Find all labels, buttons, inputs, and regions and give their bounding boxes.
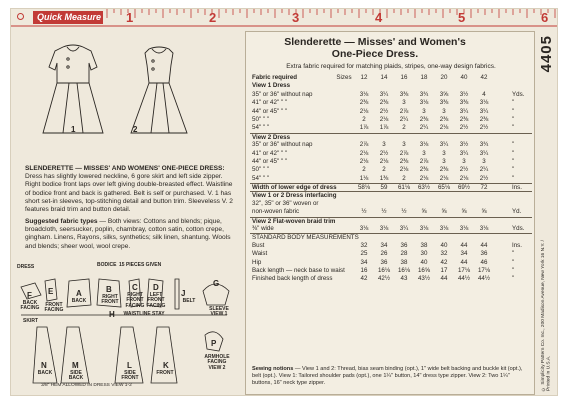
row-label: 35" or 36" without nap — [252, 141, 313, 149]
table-cell: 20 — [440, 74, 448, 81]
piece-label: WAISTLINE STAY — [123, 311, 165, 317]
unit-label: " — [512, 266, 515, 274]
row-label: 54" " " — [252, 124, 269, 132]
table-row — [250, 99, 532, 107]
table-cell: 2⅜ — [439, 166, 449, 174]
table-cell: 34 — [460, 250, 468, 258]
table-cell: 17 — [440, 266, 448, 274]
table-cell: 12 — [360, 74, 368, 81]
table-cell: 3¼ — [379, 90, 389, 98]
table-cell: 2⅜ — [419, 115, 429, 123]
ruler-number: 5 — [458, 10, 466, 25]
ruler-number: 4 — [375, 10, 383, 25]
table-cell: 44½ — [477, 275, 491, 283]
row-label: STANDARD BODY MEASUREMENTS — [252, 234, 359, 242]
table-cell: 2⅞ — [419, 157, 429, 165]
piece-letter: M — [72, 361, 79, 370]
piece-label: BACK — [37, 370, 53, 376]
piece-label: FRONT FACING — [44, 302, 64, 314]
table-cell: 40 — [460, 74, 468, 81]
table-cell: 2⅜ — [439, 115, 449, 123]
table-row — [250, 158, 532, 166]
piece-label: BELT — [182, 298, 196, 304]
piece-label: SIDE BACK — [68, 370, 84, 382]
table-cell: 2½ — [479, 124, 489, 132]
table-cell: 2⅛ — [359, 149, 369, 157]
table-cell: 46 — [480, 258, 488, 266]
table-row — [250, 150, 532, 158]
table-cell: 2⅛ — [439, 174, 449, 182]
ruler-number: 3 — [292, 10, 300, 25]
view1-neckline — [67, 47, 79, 51]
left-panel — [11, 29, 243, 396]
table-cell: 2⅛ — [459, 174, 469, 182]
table-cell: 3 — [442, 107, 446, 115]
view2-dress-outline — [131, 47, 187, 133]
table-cell: 43½ — [417, 275, 431, 283]
table-cell: 3 — [442, 149, 446, 157]
piece-label: LEFT FRONT FACING — [146, 292, 166, 309]
table-cell: 65⅛ — [437, 184, 451, 192]
table-cell: 36 — [480, 250, 488, 258]
table-row — [250, 124, 532, 132]
table-cell: 44½ — [457, 275, 471, 283]
unit-label: Yds. — [512, 225, 525, 233]
piece-letter: A — [76, 289, 82, 298]
unit-label: " — [512, 149, 515, 157]
table-row — [250, 175, 532, 183]
extra-fabric-note: Extra fabric required for matching plaids, stripes, one-way design fabrics. — [286, 63, 496, 70]
row-label: Hip — [252, 258, 262, 266]
table-cell: 3 — [422, 107, 426, 115]
table-row — [250, 166, 532, 174]
table-cell: 16 — [360, 266, 368, 274]
row-label: Width of lower edge of dress — [252, 184, 337, 192]
table-cell: 72 — [480, 184, 488, 192]
table-cell: 40 — [420, 258, 428, 266]
table-cell: 2⅞ — [359, 141, 369, 149]
view2-neckline — [152, 49, 166, 53]
table-cell: 2⅛ — [379, 115, 389, 123]
table-cell: 2 — [382, 166, 386, 174]
table-cell: 3¼ — [399, 225, 409, 233]
panel-title-line: One-Piece Dress. — [331, 48, 419, 60]
piece-letter: D — [153, 283, 159, 292]
table-cell: 3 — [482, 157, 486, 165]
table-row — [250, 200, 532, 208]
table-cell: 2⅛ — [359, 157, 369, 165]
dress-views-illustration — [11, 37, 243, 157]
row-label: View 2 Dress — [252, 133, 291, 141]
table-cell: 3⅛ — [379, 225, 389, 233]
table-cell: 3¾ — [419, 90, 429, 98]
figure-number: 1 — [71, 125, 76, 134]
table-cell: 18 — [420, 74, 428, 81]
piece-label: RIGHT FRONT FACING — [125, 292, 145, 309]
ruler-number: 6 — [541, 10, 549, 25]
table-cell: 59 — [380, 184, 388, 192]
table-cell: 3⅛ — [359, 225, 369, 233]
table-cell: 3¼ — [479, 149, 489, 157]
table-cell: 2⅛ — [399, 166, 409, 174]
panel-title — [260, 36, 490, 60]
row-label: View 1 Dress — [252, 82, 291, 90]
table-cell: ½ — [381, 208, 387, 216]
row-label: 50" " " — [252, 115, 269, 123]
unit-label: " — [512, 174, 515, 182]
sewing-notions-text: — View 1 and 2: Thread, bias seam binding (opt.), 1" wide belt backing and buckle kit (opt.), belt (opt.). View 1: Tailored shoulder pads (opt.), one 1¼" button, 14" dress type zipper. View 2: Two 1¼" buttons, 16" neck type zipper. — [252, 366, 523, 386]
pattern-number: 4405 — [538, 35, 555, 73]
table-cell: ½ — [361, 208, 367, 216]
table-cell: 38 — [420, 241, 428, 249]
ruler-dot-icon — [17, 13, 24, 20]
table-cell: 44 — [480, 241, 488, 249]
table-cell: 3¼ — [479, 107, 489, 115]
table-cell: 3⅛ — [419, 225, 429, 233]
table-cell: 3½ — [459, 90, 469, 98]
piece-letter: P — [211, 339, 217, 348]
table-cell: 42 — [480, 74, 488, 81]
table-cell: 2⅜ — [359, 99, 369, 107]
table-cell: 26 — [380, 250, 388, 258]
piece-label: SIDE FRONT — [121, 370, 139, 382]
piece-label: BACK — [71, 298, 87, 304]
table-cell: 2 — [362, 166, 366, 174]
table-cell: 1⅛ — [359, 174, 369, 182]
table-row — [250, 250, 532, 258]
table-cell: 40 — [440, 241, 448, 249]
side-strip — [535, 31, 558, 395]
table-cell: 3 — [462, 157, 466, 165]
table-cell: 32 — [440, 250, 448, 258]
piece-letter: H — [109, 310, 115, 319]
table-cell: 3 — [402, 141, 406, 149]
table-row — [250, 116, 532, 124]
table-cell: 63½ — [417, 184, 431, 192]
table-cell: 38 — [400, 258, 408, 266]
table-cell: 14 — [380, 74, 388, 81]
table-cell: 3⅜ — [399, 90, 409, 98]
ruler-number: 1 — [126, 10, 134, 25]
table-cell: 3⅛ — [479, 99, 489, 107]
table-cell: 3 — [422, 149, 426, 157]
view1-dress-outline — [43, 45, 103, 133]
table-cell: 42 — [360, 275, 368, 283]
table-cell: 2¼ — [479, 166, 489, 174]
table-cell: 1⅞ — [379, 124, 389, 132]
ruler-number: 2 — [209, 10, 217, 25]
pieces-given: 15 PIECES GIVEN — [119, 262, 162, 268]
table-cell: 61⅛ — [397, 184, 411, 192]
table-cell: 28 — [400, 250, 408, 258]
sewing-notions — [252, 366, 528, 387]
row-label: 44" or 45" " " — [252, 157, 287, 165]
table-row — [250, 191, 532, 199]
table-cell: 1⅜ — [379, 174, 389, 182]
row-label: Back length — neck base to waist — [252, 266, 345, 274]
piece-label: SLEEVE VIEW 1 — [209, 306, 229, 318]
hem-allowance-note: 3/8" HEM ALLOWED IN DRESS VIEW 1-2 — [41, 383, 132, 388]
row-label: Finished back length of dress — [252, 275, 333, 283]
row-label: 44" or 45" " " — [252, 107, 287, 115]
table-cell: 36 — [400, 241, 408, 249]
table-row — [250, 225, 532, 233]
fabrics-label: Suggested fabric types — [25, 218, 98, 225]
table-cell: 44 — [460, 241, 468, 249]
table-cell: 2⅜ — [459, 115, 469, 123]
piece-letter: L — [127, 361, 132, 370]
table-cell: 42½ — [377, 275, 391, 283]
table-row — [250, 74, 532, 82]
table-row — [250, 259, 532, 267]
table-cell: Sizes — [336, 74, 352, 81]
table-cell: 36 — [380, 258, 388, 266]
table-row — [250, 275, 532, 283]
table-cell: 2⅞ — [399, 107, 409, 115]
suggested-fabrics — [25, 218, 237, 251]
dress-heading: DRESS — [17, 264, 35, 270]
piece-letter: K — [163, 361, 169, 370]
table-cell: 16⅝ — [417, 266, 431, 274]
piece-label: RIGHT FRONT — [101, 294, 119, 306]
unit-label: " — [512, 141, 515, 149]
table-cell: 2⅜ — [379, 99, 389, 107]
row-label: 54" " " — [252, 174, 269, 182]
fabric-requirements-panel — [245, 31, 535, 395]
unit-label: " — [512, 99, 515, 107]
table-cell: 17⅛ — [457, 266, 471, 274]
row-label: View 2 Flat-woven braid trim — [252, 217, 336, 225]
row-label: Bust — [252, 241, 265, 249]
table-cell: 34 — [380, 241, 388, 249]
unit-label: Yds. — [512, 90, 525, 98]
table-cell: 43 — [400, 275, 408, 283]
table-cell: 3⅛ — [479, 225, 489, 233]
table-cell: 32 — [360, 241, 368, 249]
table-row — [250, 233, 532, 241]
unit-label: " — [512, 124, 515, 132]
piece-letter: G — [213, 279, 220, 288]
publisher-credit: © Simplicity Pattern Co. Inc., 200 Madison Avenue, New York 16 N.Y. / Printed in U.S.A. — [541, 240, 552, 391]
table-row — [250, 183, 532, 191]
table-cell: 3 — [382, 141, 386, 149]
piece-label: BACK FACING — [20, 300, 40, 312]
piece-label: ARMHOLE FACING VIEW 2 — [204, 354, 230, 371]
table-cell: ⅝ — [441, 208, 447, 216]
table-cell: 4 — [482, 90, 486, 98]
table-row — [250, 267, 532, 275]
table-cell: 2½ — [379, 107, 389, 115]
table-cell: 2⅛ — [419, 174, 429, 182]
table-cell: 44 — [460, 258, 468, 266]
table-cell: 3½ — [459, 141, 469, 149]
piece-letter: E — [48, 287, 54, 296]
fabric-requirements-table — [250, 74, 532, 284]
table-cell: 17⅛ — [477, 266, 491, 274]
table-cell: ⅝ — [421, 208, 427, 216]
table-row — [250, 133, 532, 141]
table-cell: 2¼ — [419, 124, 429, 132]
table-cell: 2½ — [459, 124, 469, 132]
table-cell: 3¼ — [459, 149, 469, 157]
unit-label: " — [512, 115, 515, 123]
table-cell: 2½ — [479, 174, 489, 182]
unit-label: " — [512, 250, 515, 258]
table-cell: ⅝ — [481, 208, 487, 216]
table-cell: 2 — [362, 115, 366, 123]
figure-number: 2 — [133, 125, 138, 134]
table-cell: 16⅛ — [397, 266, 411, 274]
unit-label: " — [512, 258, 515, 266]
row-label: Waist — [252, 250, 268, 258]
table-cell: 3⅛ — [439, 225, 449, 233]
table-row — [250, 217, 532, 225]
table-row — [250, 108, 532, 116]
row-label: 41" or 42" " " — [252, 149, 287, 157]
description-body: Dress has slightly lowered neckline, 6 gore skirt and left side zipper. Right bodice front laps over left giving double-breasted effect. Waistline of bodice front and back is gathered. Belt is self or purchased. V. 1 has short set-in sleeves, top-stitching detail and button trim. Sleeveless V. 2 features braid trim and button detail. — [25, 173, 233, 214]
table-cell: 2⅛ — [359, 107, 369, 115]
description-title: SLENDERETTE — MISSES' AND WOMENS' ONE-PIECE DRESS: — [25, 165, 225, 172]
fabrics-text: — Both views: Cottons and blends; pique, broadcloth, seersucker, poplin, chambray, cotton satin, cotton crepe, gingham. Linens, Rayons, silks, synthetics; silk linen, shantung. Wools and blends; sheer wool, wool crepe. — [25, 218, 231, 250]
table-cell: ½ — [401, 208, 407, 216]
pattern-envelope-back — [10, 8, 558, 396]
table-cell: 16⅛ — [377, 266, 391, 274]
row-label: 35" or 36" without nap — [252, 90, 313, 98]
row-label: View 1 or 2 Dress interfacing — [252, 192, 337, 200]
table-cell: 2¼ — [399, 115, 409, 123]
table-cell: 3 — [402, 99, 406, 107]
table-cell: 2½ — [459, 166, 469, 174]
piece-letter: N — [41, 361, 47, 370]
row-label: 50" " " — [252, 166, 269, 174]
table-cell: 30 — [420, 250, 428, 258]
row-label: 41" or 42" " " — [252, 99, 287, 107]
row-label: Fabric required — [252, 74, 298, 81]
table-cell: 2⅜ — [419, 166, 429, 174]
table-cell: 3¼ — [459, 107, 469, 115]
table-cell: 2½ — [379, 149, 389, 157]
belt-piece — [175, 279, 179, 309]
table-cell: 2⅛ — [439, 124, 449, 132]
table-row — [250, 82, 532, 90]
unit-label: " — [512, 166, 515, 174]
row-label: ⅜" wide — [252, 225, 274, 233]
table-cell: 34 — [360, 258, 368, 266]
table-cell: 44 — [440, 275, 448, 283]
table-cell: 3¼ — [439, 141, 449, 149]
table-cell: 3⅛ — [359, 90, 369, 98]
table-cell: 25 — [360, 250, 368, 258]
unit-label: Ins. — [512, 184, 522, 192]
table-cell: 2 — [402, 174, 406, 182]
table-cell: 58⅛ — [357, 184, 371, 192]
table-row — [250, 242, 532, 250]
table-row — [250, 91, 532, 99]
table-cell: 42 — [440, 258, 448, 266]
table-cell: 69½ — [457, 184, 471, 192]
piece-label: FRONT — [156, 370, 174, 376]
row-label: 32", 35" or 36" woven or — [252, 199, 319, 207]
table-cell: 3 — [442, 157, 446, 165]
unit-label: " — [512, 157, 515, 165]
table-cell: 3⅝ — [439, 90, 449, 98]
piece-letter: B — [106, 285, 112, 294]
table-cell: 2 — [402, 124, 406, 132]
quick-measure-ruler — [11, 9, 558, 29]
piece-letter: C — [132, 283, 138, 292]
table-cell: 2⅜ — [479, 115, 489, 123]
unit-label: " — [512, 107, 515, 115]
piece-letter: F — [27, 291, 32, 300]
pattern-pieces-diagram — [17, 262, 239, 395]
ruler-label: Quick Measure — [37, 12, 102, 22]
bodice-heading: BODICE — [97, 262, 117, 268]
table-row — [250, 141, 532, 149]
view2-skirt-gore — [151, 83, 169, 133]
table-cell: 3⅛ — [459, 225, 469, 233]
table-row — [250, 208, 532, 216]
table-cell: 16 — [400, 74, 408, 81]
table-cell: 1⅞ — [359, 124, 369, 132]
table-cell: 2⅛ — [379, 157, 389, 165]
table-cell: 3⅜ — [459, 99, 469, 107]
unit-label: Yd. — [512, 208, 522, 216]
pattern-description — [25, 165, 237, 214]
table-cell: 3⅜ — [439, 99, 449, 107]
sewing-notions-label: Sewing notions — [252, 366, 294, 372]
skirt-heading: SKIRT — [23, 318, 38, 324]
unit-label: Ins. — [512, 241, 522, 249]
table-cell: 3⅛ — [419, 141, 429, 149]
table-cell: 3⅛ — [419, 99, 429, 107]
table-cell: ⅝ — [461, 208, 467, 216]
piece-letter: J — [181, 289, 186, 298]
table-cell: 2⅜ — [399, 157, 409, 165]
table-cell: 3¾ — [479, 141, 489, 149]
unit-label: " — [512, 275, 515, 283]
row-label: non-woven fabric — [252, 208, 300, 216]
panel-title-line: Slenderette — Misses' and Women's — [284, 36, 466, 48]
table-cell: 2⅞ — [399, 149, 409, 157]
